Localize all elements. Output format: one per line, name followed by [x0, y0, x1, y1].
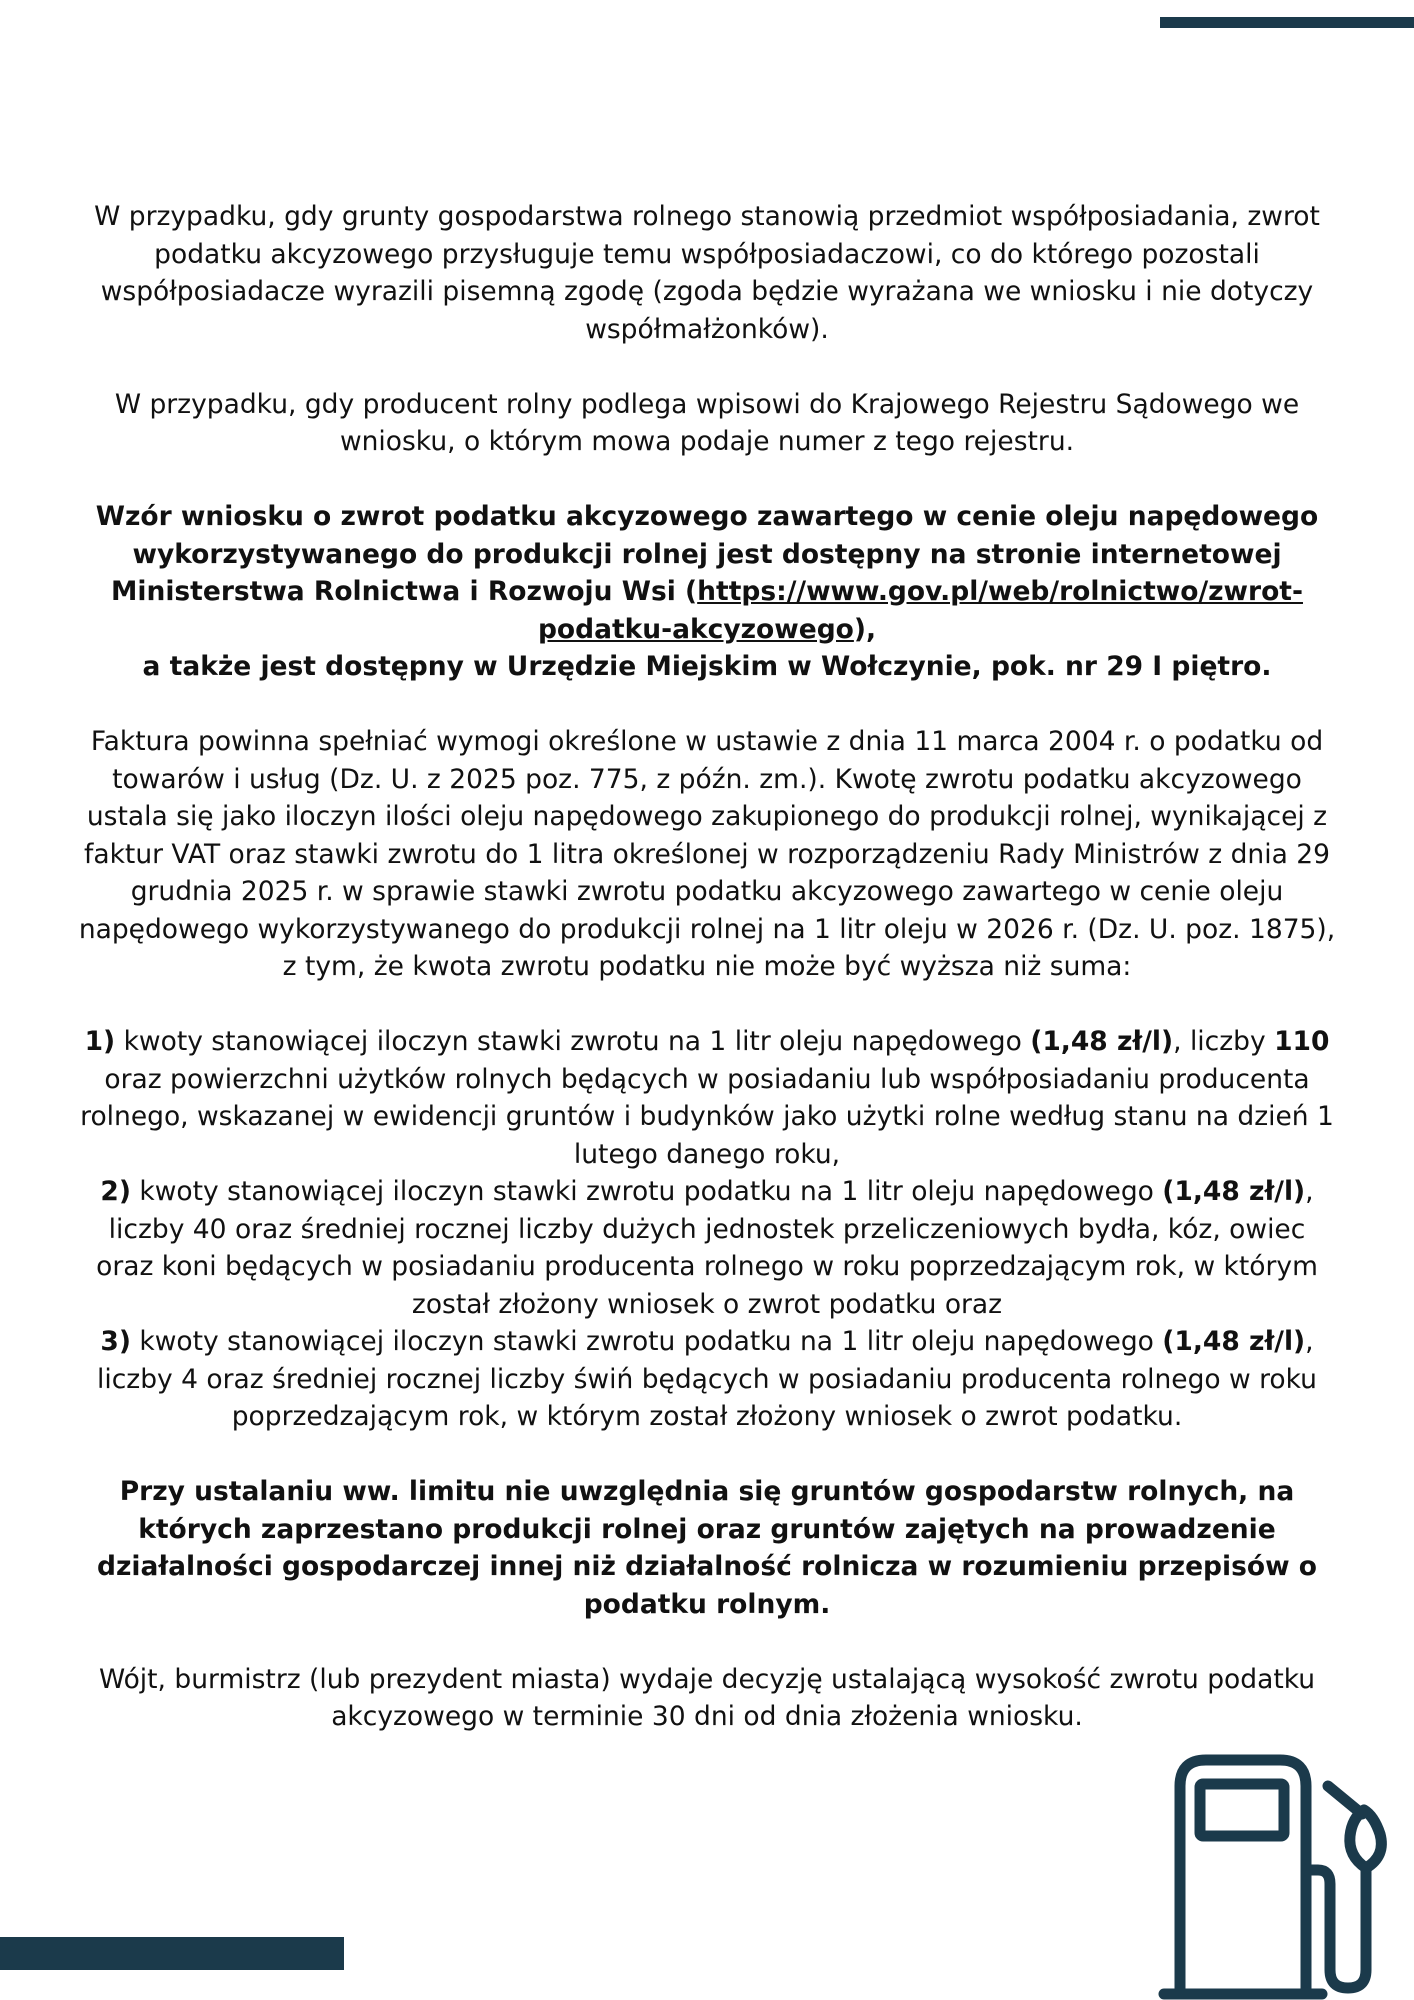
paragraph-co-ownership: W przypadku, gdy grunty gospodarstwa rolnego stanowią przedmiot współposiadania, zwrot podatku akcyzowego przysługuje temu współposiadaczowi, co do którego pozostali współposiadacze wyrazili pisemną zgodę (zgoda będzie wyrażana we wniosku i nie dotyczy współmałżonków). — [94, 201, 1320, 345]
paragraph-limit-exclusion: Przy ustalaniu ww. limitu nie uwzględnia się gruntów gospodarstw rolnych, na których zaprzestano produkcji rolnej oraz gruntów zajętych na prowadzenie działalności gospodarczej innej niż działalność rolnicza w rozumieniu przepisów o podatku rolnym. — [96, 1476, 1318, 1620]
document-body — [78, 198, 1336, 1736]
rate-value: (1,48 zł/l) — [1162, 1326, 1306, 1357]
rate-value: (1,48 zł/l) — [1030, 1026, 1174, 1057]
list-item-1 — [80, 1026, 1334, 1170]
application-form-office: a także jest dostępny w Urzędzie Miejskim w Wołczynie, pok. nr 29 I piętro. — [142, 651, 1272, 682]
bottom-accent-bar — [0, 1937, 344, 1970]
list-item-text: oraz powierzchni użytków rolnych będących w posiadaniu lub współposiadaniu producenta rolnego, wskazanej w ewidencji gruntów i budynków jako użytki rolne według stanu na dzień 1 lutego danego roku, — [80, 1063, 1334, 1170]
fuel-pump-icon — [1158, 1752, 1394, 2000]
list-item-text: kwoty stanowiącej iloczyn stawki zwrotu podatku na 1 litr oleju napędowego — [130, 1326, 1163, 1357]
list-item-text: , liczby 4 oraz średniej rocznej liczby świń będących w posiadaniu producenta rolnego w roku poprzedzającym rok, w którym został złożony wniosek o zwrot podatku. — [97, 1326, 1317, 1432]
list-item-number: 3) — [100, 1326, 131, 1357]
list-item-text: kwoty stanowiącej iloczyn stawki zwrotu na 1 litr oleju napędowego — [115, 1026, 1031, 1057]
list-item-text: , liczby 40 oraz średniej rocznej liczby dużych jednostek przeliczeniowych bydła, kóz, owiec oraz koni będących w posiadaniu producenta rolnego w roku poprzedzającym rok, w którym został złożony wniosek o zwrot podatku oraz — [96, 1176, 1318, 1320]
paragraph-application-form — [78, 498, 1336, 686]
application-form-text: Wzór wniosku o zwrot podatku akcyzowego zawartego w cenie oleju napędowego wykorzystywanego do produkcji rolnej jest dostępny na stronie internetowej Ministerstwa Rolnictwa i Rozwoju Wsi ( — [95, 501, 1319, 607]
list-item-number: 1) — [84, 1026, 116, 1057]
paragraph-krs: W przypadku, gdy producent rolny podlega wpisowi do Krajowego Rejestru Sądowego we wniosku, o którym mowa podaje numer z tego rejestru. — [114, 388, 1300, 457]
limit-list — [78, 1023, 1336, 1436]
list-item-2 — [96, 1176, 1318, 1320]
rate-value: (1,48 zł/l) — [1162, 1176, 1306, 1207]
paragraph-decision: Wójt, burmistrz (lub prezydent miasta) wydaje decyzję ustalającą wysokość zwrotu podatku akcyzowego w terminie 30 dni od dnia złożenia wniosku. — [98, 1663, 1316, 1732]
application-form-text-end: ), — [853, 613, 877, 645]
multiplier-value: 110 — [1274, 1026, 1330, 1057]
ministry-link[interactable]: https://www.gov.pl/web/rolnictwo/zwrot-podatku-akcyzowego — [537, 576, 1303, 645]
list-item-3 — [97, 1326, 1317, 1432]
top-accent-bar — [1160, 17, 1414, 28]
list-item-number: 2) — [100, 1176, 131, 1207]
paragraph-invoice: Faktura powinna spełniać wymogi określone w ustawie z dnia 11 marca 2004 r. o podatku od towarów i usług (Dz. U. z 2025 poz. 775, z późn. zm.). Kwotę zwrotu podatku akcyzowego ustala się jako iloczyn ilości oleju napędowego zakupionego do produkcji rolnej, wynikającej z faktur VAT oraz stawki zwrotu do 1 litra określonej w rozporządzeniu Rady Ministrów z dnia 29 grudnia 2025 r. w sprawie stawki zwrotu podatku akcyzowego zawartego w cenie oleju napędowego wykorzystywanego do produkcji rolnej na 1 litr oleju w 2026 r. (Dz. U. poz. 1875), z tym, że kwota zwrotu podatku nie może być wyższa niż suma: — [78, 726, 1336, 982]
list-item-text: kwoty stanowiącej iloczyn stawki zwrotu podatku na 1 litr oleju napędowego — [130, 1176, 1163, 1207]
list-item-text: , liczby — [1173, 1026, 1275, 1057]
